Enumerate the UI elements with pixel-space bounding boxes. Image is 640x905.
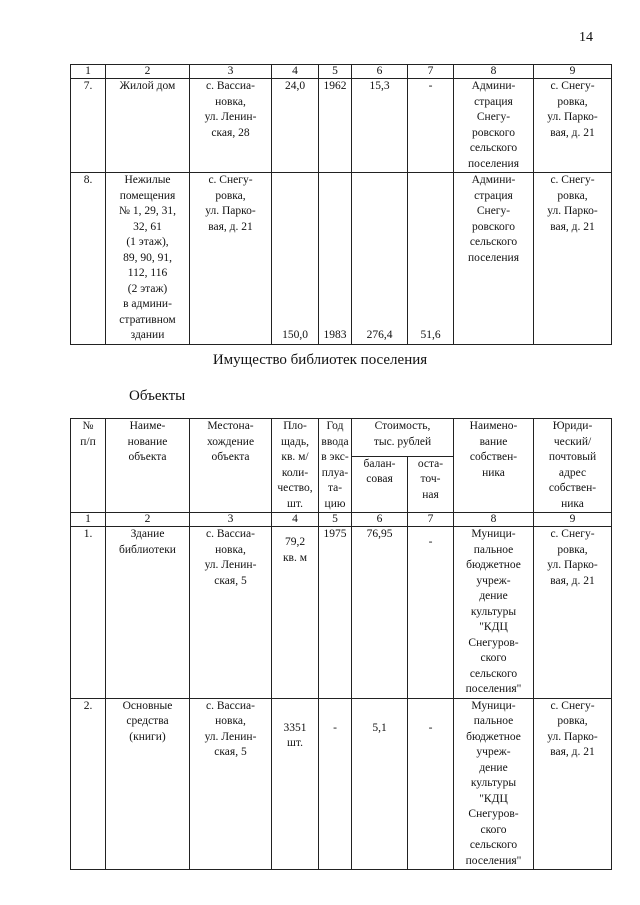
residual-cost: - bbox=[408, 527, 454, 699]
table-row bbox=[71, 173, 612, 345]
residual-cost: 51,6 bbox=[408, 173, 454, 345]
col-number: 1 bbox=[71, 65, 106, 79]
col-number: 6 bbox=[352, 65, 408, 79]
row-number: 1. bbox=[71, 527, 106, 699]
column-number-row bbox=[71, 513, 612, 527]
object-year: 1975 bbox=[319, 527, 352, 699]
col-number: 8 bbox=[454, 513, 534, 527]
col-number: 9 bbox=[534, 65, 612, 79]
owner-address: с. Снегу- ровка, ул. Парко- вая, д. 21 bbox=[534, 173, 612, 345]
library-property-table bbox=[70, 418, 612, 870]
header-area: Пло- щадь, кв. м/ коли- чество, шт. bbox=[272, 419, 319, 513]
row-number: 8. bbox=[71, 173, 106, 345]
object-year: - bbox=[319, 698, 352, 870]
owner-name: Админи- страция Снегу- ровского сельского поселения bbox=[454, 79, 534, 173]
table-row bbox=[71, 698, 612, 870]
col-number: 7 bbox=[408, 65, 454, 79]
header-year: Год ввода в экс- плуа- та- цию bbox=[319, 419, 352, 513]
object-location: с. Снегу- ровка, ул. Парко- вая, д. 21 bbox=[190, 173, 272, 345]
col-number: 5 bbox=[319, 65, 352, 79]
object-name: Нежилые помещения № 1, 29, 31, 32, 61 (1 этаж), 89, 90, 91, 112, 116 (2 этаж) в админи- стративном здании bbox=[106, 173, 190, 345]
subsection-title: Объекты bbox=[129, 388, 186, 404]
object-location: с. Вассиа- новка, ул. Ленин- ская, 28 bbox=[190, 79, 272, 173]
col-number: 2 bbox=[106, 513, 190, 527]
object-name: Жилой дом bbox=[106, 79, 190, 173]
balance-cost: 15,3 bbox=[352, 79, 408, 173]
owner-address: с. Снегу- ровка, ул. Парко- вая, д. 21 bbox=[534, 698, 612, 870]
object-location: с. Вассиа- новка, ул. Ленин- ская, 5 bbox=[190, 527, 272, 699]
col-number: 8 bbox=[454, 65, 534, 79]
header-residual: оста- точ- ная bbox=[408, 456, 454, 512]
page-number: 14 bbox=[579, 30, 593, 45]
object-name: Основные средства (книги) bbox=[106, 698, 190, 870]
owner-name: Муници- пальное бюджетное учреж- дение культуры "КДЦ Снегуров- ского сельского поселения" bbox=[454, 698, 534, 870]
balance-cost: 76,95 bbox=[352, 527, 408, 699]
header-balance: балан- совая bbox=[352, 456, 408, 512]
object-year: 1962 bbox=[319, 79, 352, 173]
table-row bbox=[71, 527, 612, 699]
table-row bbox=[71, 79, 612, 173]
object-area: 150,0 bbox=[272, 173, 319, 345]
col-number: 5 bbox=[319, 513, 352, 527]
header-number: № п/п bbox=[71, 419, 106, 513]
object-area: 3351 шт. bbox=[272, 698, 319, 870]
col-number: 4 bbox=[272, 513, 319, 527]
object-name: Здание библиотеки bbox=[106, 527, 190, 699]
header-location: Местона- хождение объекта bbox=[190, 419, 272, 513]
object-area: 24,0 bbox=[272, 79, 319, 173]
header-row bbox=[71, 419, 612, 457]
column-number-row bbox=[71, 65, 612, 79]
col-number: 2 bbox=[106, 65, 190, 79]
section-title: Имущество библиотек поселения bbox=[212, 352, 428, 368]
residual-cost: - bbox=[408, 79, 454, 173]
col-number: 4 bbox=[272, 65, 319, 79]
header-owner: Наимено- вание собствен- ника bbox=[454, 419, 534, 513]
col-number: 9 bbox=[534, 513, 612, 527]
header-object-name: Наиме- нование объекта bbox=[106, 419, 190, 513]
object-location: с. Вассиа- новка, ул. Ленин- ская, 5 bbox=[190, 698, 272, 870]
balance-cost: 5,1 bbox=[352, 698, 408, 870]
owner-name: Муници- пальное бюджетное учреж- дение культуры "КДЦ Снегуров- ского сельского поселения" bbox=[454, 527, 534, 699]
col-number: 3 bbox=[190, 65, 272, 79]
col-number: 6 bbox=[352, 513, 408, 527]
object-area: 79,2 кв. м bbox=[272, 527, 319, 699]
col-number: 1 bbox=[71, 513, 106, 527]
owner-address: с. Снегу- ровка, ул. Парко- вая, д. 21 bbox=[534, 527, 612, 699]
header-cost: Стоимость, тыс. рублей bbox=[352, 419, 454, 457]
row-number: 2. bbox=[71, 698, 106, 870]
row-number: 7. bbox=[71, 79, 106, 173]
col-number: 3 bbox=[190, 513, 272, 527]
col-number: 7 bbox=[408, 513, 454, 527]
owner-name: Админи- страция Снегу- ровского сельского поселения bbox=[454, 173, 534, 345]
residual-cost: - bbox=[408, 698, 454, 870]
owner-address: с. Снегу- ровка, ул. Парко- вая, д. 21 bbox=[534, 79, 612, 173]
real-estate-table bbox=[70, 64, 612, 345]
balance-cost: 276,4 bbox=[352, 173, 408, 345]
header-address: Юриди- ческий/ почтовый адрес собствен- ника bbox=[534, 419, 612, 513]
object-year: 1983 bbox=[319, 173, 352, 345]
